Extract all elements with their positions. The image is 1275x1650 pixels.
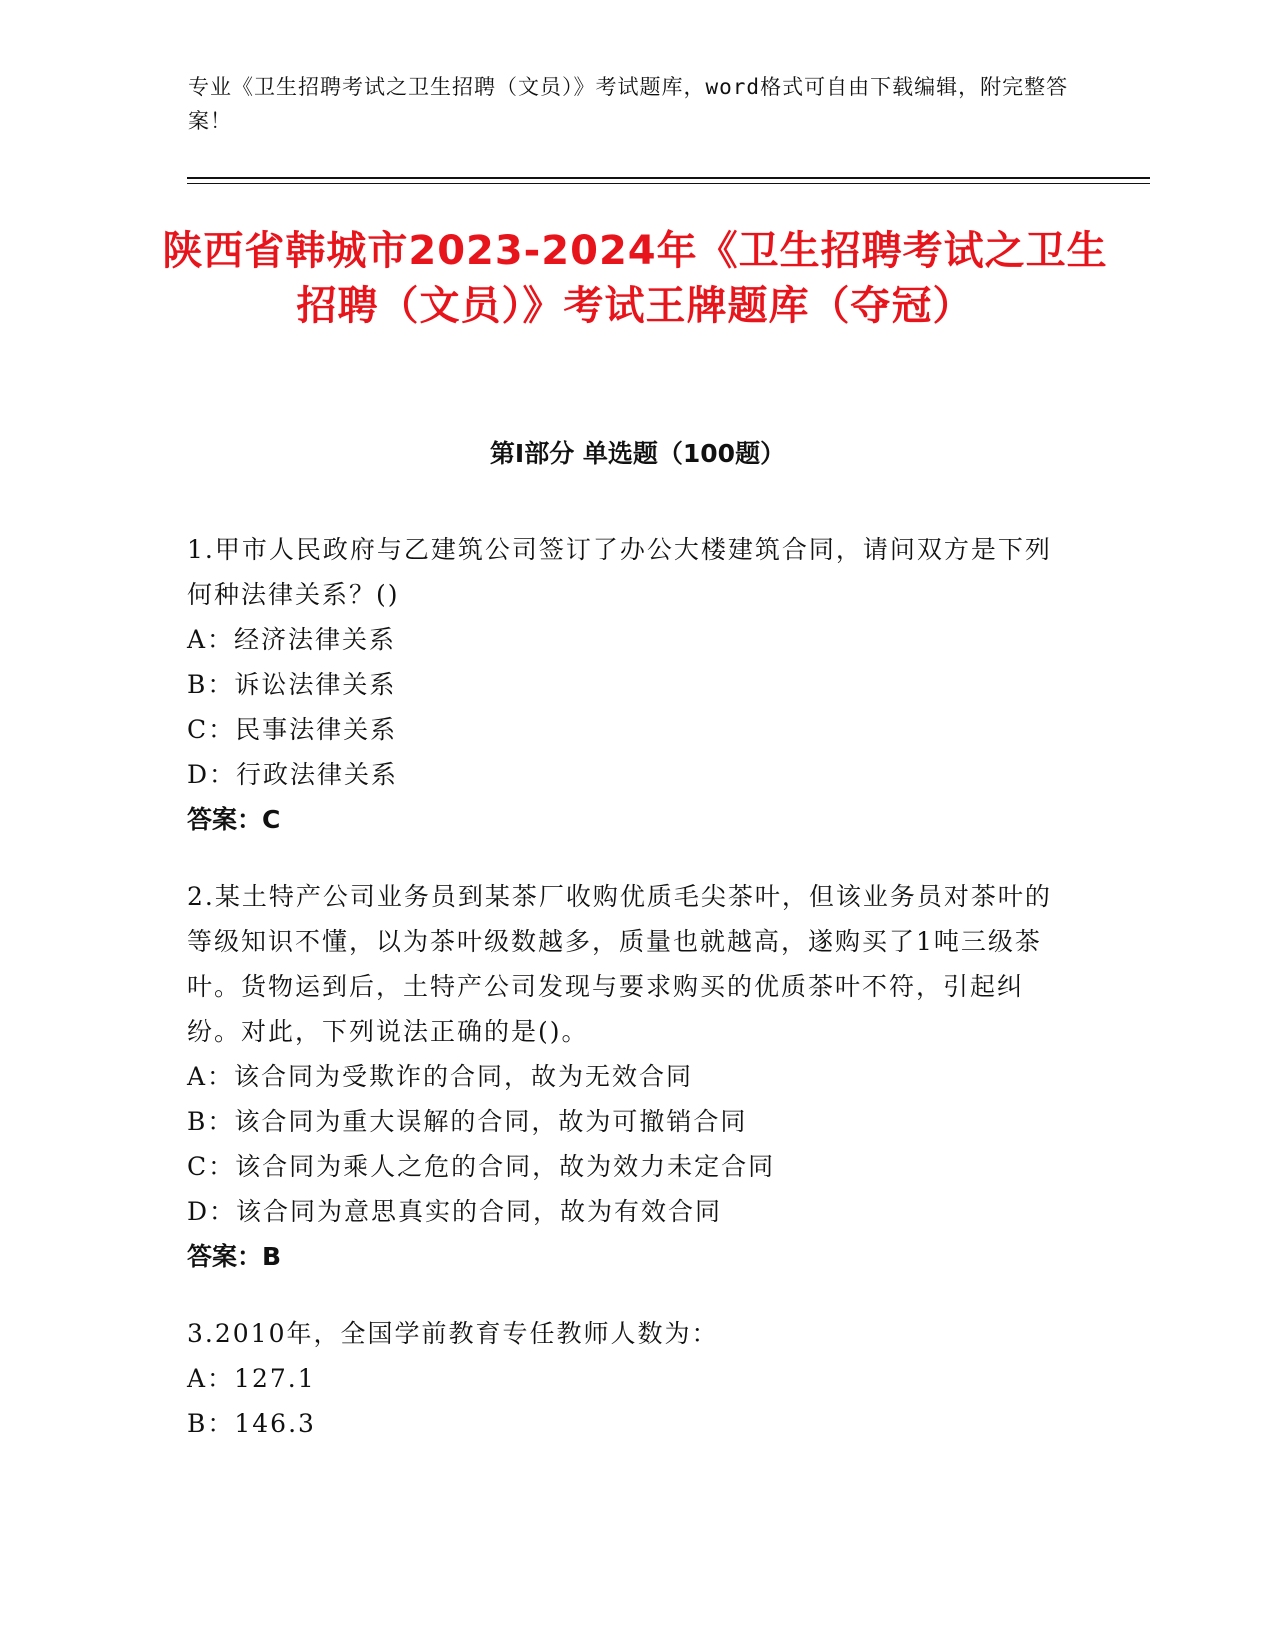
- option-a: A：该合同为受欺诈的合同，故为无效合同: [187, 1062, 694, 1091]
- option-a: A：127.1: [187, 1364, 316, 1393]
- question-stem: 1.甲市人民政府与乙建筑公司签订了办公大楼建筑合同，请问双方是下列何种法律关系？(): [187, 535, 1052, 609]
- question-list: [187, 527, 1067, 1478]
- answer: 答案：C: [187, 805, 281, 834]
- question-2: [187, 874, 1067, 1279]
- option-c: C：民事法律关系: [187, 715, 398, 744]
- question-3: [187, 1311, 1067, 1446]
- option-d: D：该合同为意思真实的合同，故为有效合同: [187, 1197, 723, 1226]
- option-b: B：诉讼法律关系: [187, 670, 397, 699]
- question-stem: 2.某土特产公司业务员到某茶厂收购优质毛尖茶叶，但该业务员对茶叶的等级知识不懂，以为茶叶级数越多，质量也就越高，遂购买了1吨三级茶叶。货物运到后，土特产公司发现与要求购买的优质茶叶不符，引起纠纷。对此，下列说法正确的是()。: [187, 882, 1052, 1046]
- header-note: 专业《卫生招聘考试之卫生招聘（文员）》考试题库，word格式可自由下载编辑，附完整答案！: [188, 75, 1069, 133]
- question-stem: 3.2010年，全国学前教育专任教师人数为：: [187, 1319, 719, 1348]
- header-divider-thin: [187, 183, 1150, 184]
- option-b: B：该合同为重大误解的合同，故为可撤销合同: [187, 1107, 748, 1136]
- option-c: C：该合同为乘人之危的合同，故为效力未定合同: [187, 1152, 776, 1181]
- option-b: B：146.3: [187, 1409, 316, 1438]
- option-a: A：经济法律关系: [187, 625, 397, 654]
- question-1: [187, 527, 1067, 842]
- header-divider-thick: [187, 177, 1150, 179]
- option-d: D：行政法律关系: [187, 760, 399, 789]
- answer: 答案：B: [187, 1242, 282, 1271]
- document-title: 陕西省韩城市2023-2024年《卫生招聘考试之卫生招聘（文员）》考试王牌题库（夺冠）: [162, 228, 1108, 329]
- section-heading: 第I部分 单选题（100题）: [489, 439, 786, 468]
